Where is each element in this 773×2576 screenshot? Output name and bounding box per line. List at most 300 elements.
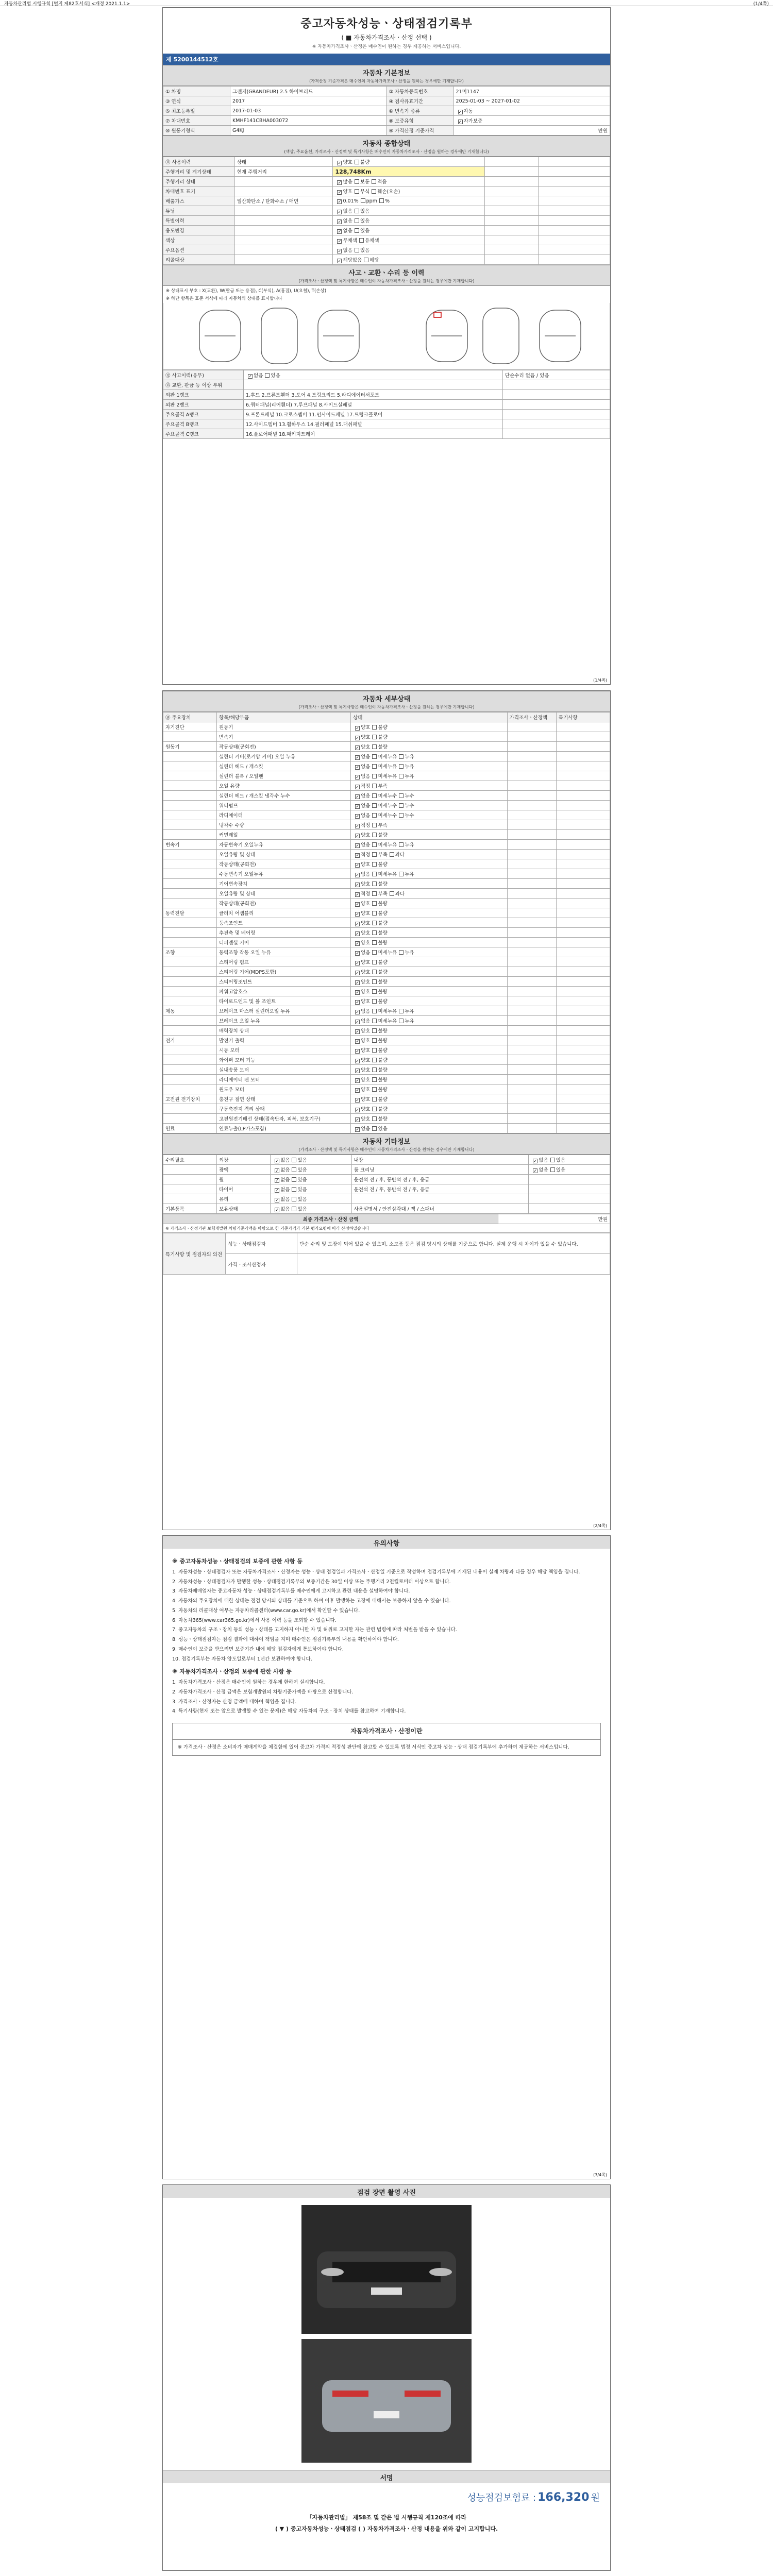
detail-price <box>507 1114 556 1124</box>
detail-row <box>163 1065 610 1075</box>
checkbox <box>292 1187 296 1192</box>
etc-row <box>163 1184 610 1194</box>
detail-row <box>163 1104 610 1114</box>
detail-remark <box>556 1124 610 1133</box>
checkbox <box>379 198 384 203</box>
accident-label: ⑫ 사고이력(유무) <box>163 370 244 380</box>
option-label: 0.01% <box>343 198 359 204</box>
checkbox <box>372 872 377 876</box>
detail-group <box>163 957 217 967</box>
detail-item: 파워고압호스 <box>217 987 351 996</box>
summary-label: ⑪ 사용이력 <box>163 157 235 167</box>
option-label: 양호 <box>361 1087 371 1093</box>
detail-note: (가격조사ㆍ산정액 및 특기사항은 매수인이 자동차가격조사ㆍ산정을 원하는 경우에만 기재합니다) <box>163 704 610 712</box>
option-label: 양호 <box>361 901 371 907</box>
detail-state <box>351 1036 507 1045</box>
detail-state <box>351 752 507 761</box>
detail-group <box>163 771 217 781</box>
summary-value <box>333 216 485 226</box>
detail-price <box>507 1045 556 1055</box>
option-label: 없음 <box>343 228 352 234</box>
checkbox-checked <box>355 1127 360 1132</box>
detail-item: 브레이크 오일 누유 <box>217 1016 351 1026</box>
summary-row <box>163 206 610 216</box>
option-label: 있음 <box>556 1167 566 1173</box>
checkbox <box>372 823 377 827</box>
detail-row <box>163 1006 610 1016</box>
detail-row <box>163 899 610 908</box>
checkbox <box>355 209 359 213</box>
checkbox <box>355 179 359 184</box>
detail-price <box>507 1084 556 1094</box>
detail-remark <box>556 1016 610 1026</box>
summary-label: 특별이력 <box>163 216 235 226</box>
detail-row <box>163 752 610 761</box>
option-label: 양호 <box>343 189 352 195</box>
engine-type: G4KJ <box>230 126 386 135</box>
checkbox <box>399 774 404 778</box>
option-label: 양호 <box>361 1038 371 1044</box>
detail-state <box>351 1006 507 1016</box>
etc-item: 휠 <box>217 1175 271 1184</box>
option-label: 없음 <box>254 373 263 379</box>
detail-remark <box>556 1084 610 1094</box>
page-footer: (3/4쪽) <box>593 2173 607 2177</box>
etc-item: 광택 <box>217 1165 271 1175</box>
form-header-left: 자동차관리법 시행규칙 [별지 제82호서식] <개정 2021.1.1> <box>4 2 130 7</box>
detail-remark <box>556 722 610 732</box>
etc-state <box>271 1194 352 1204</box>
checkbox <box>399 813 404 818</box>
detail-row <box>163 1016 610 1026</box>
etc-state-b <box>529 1175 610 1184</box>
sign-title: 서명 <box>163 2470 610 2483</box>
checkbox <box>399 754 404 759</box>
checkbox-checked <box>355 980 360 985</box>
checkbox <box>390 891 394 896</box>
checkbox <box>372 725 377 730</box>
option-label: 누유 <box>405 842 414 848</box>
special-label: 특기사항 및 점검자의 의견 <box>163 1233 226 1275</box>
checkbox-checked <box>355 1049 360 1054</box>
summary-price <box>485 177 539 187</box>
registration-number: 21머1147 <box>453 87 610 96</box>
detail-group <box>163 791 217 801</box>
accident-extra <box>502 380 610 390</box>
detail-remark <box>556 967 610 977</box>
detail-row <box>163 908 610 918</box>
checkbox-checked <box>355 883 360 887</box>
option-label: 불량 <box>378 940 388 946</box>
etc-group <box>163 1184 217 1194</box>
detail-remark <box>556 1094 610 1104</box>
option-label: 있음 <box>271 373 280 379</box>
detail-remark <box>556 869 610 879</box>
checkbox <box>399 803 404 808</box>
summary-label: 주요옵션 <box>163 245 235 255</box>
detail-item: 디퍼렌셜 기어 <box>217 938 351 947</box>
detail-row <box>163 1084 610 1094</box>
accident-extra <box>502 410 610 419</box>
checkbox <box>372 1048 377 1053</box>
etc-item: 보유상태 <box>217 1204 271 1214</box>
detail-group <box>163 820 217 830</box>
option-label: 누유 <box>405 1009 414 1014</box>
checkbox-checked <box>275 1159 279 1163</box>
option-label: 적정 <box>361 823 371 828</box>
checkbox <box>372 862 377 867</box>
option-label: 양호 <box>361 940 371 946</box>
option-label: 과다 <box>395 852 405 858</box>
detail-price <box>507 722 556 732</box>
price-info-title: 자동차가격조사ㆍ산정이란 <box>173 1723 600 1740</box>
note-item: 2. 자동차성능ㆍ상태점검자가 발행한 성능ㆍ상태점검기록부의 보증기간은 30일 이상 또는 주행거리 2천킬로미터 이상으로 합니다. <box>172 1579 451 1585</box>
checkbox-checked <box>337 180 342 185</box>
special-row <box>163 1233 610 1254</box>
detail-state <box>351 996 507 1006</box>
checkbox <box>372 901 377 906</box>
col-header: 특기사항 <box>556 713 610 722</box>
detail-row <box>163 771 610 781</box>
option-label: 미세누유 <box>378 1009 397 1014</box>
detail-row <box>163 977 610 987</box>
detail-group: 전기 <box>163 1036 217 1045</box>
option-label: 불량 <box>378 1097 388 1103</box>
detail-row <box>163 889 610 899</box>
detail-remark <box>556 1055 610 1065</box>
detail-item: 발전기 출력 <box>217 1036 351 1045</box>
detail-price <box>507 1104 556 1114</box>
option-label: 많음 <box>343 179 352 185</box>
detail-remark <box>556 810 610 820</box>
checkbox <box>372 1107 377 1111</box>
detail-item: 커먼레일 <box>217 830 351 840</box>
detail-group <box>163 869 217 879</box>
inspection-photo-front <box>301 2205 472 2334</box>
final-note: ※ 가격조사ㆍ산정기관 보험개발원 차량기준가액을 바탕으로 한 기준가격과 기본 평가요령에 따라 산정하였습니다 <box>163 1224 610 1233</box>
checkbox-checked <box>355 853 360 858</box>
checkbox <box>399 872 404 876</box>
detail-state <box>351 1104 507 1114</box>
checkbox <box>355 218 359 223</box>
summary-item: 현재 주행거리 <box>234 167 333 177</box>
detail-state <box>351 987 507 996</box>
checkbox <box>372 803 377 808</box>
checkbox-checked <box>275 1198 279 1202</box>
detail-remark <box>556 977 610 987</box>
checkbox <box>372 950 377 955</box>
etc-note: (가격조사ㆍ산정액 및 특기사항은 매수인이 자동차가격조사ㆍ산정을 원하는 경우에만 기재합니다) <box>163 1147 610 1155</box>
summary-value <box>333 255 485 265</box>
detail-state <box>351 1045 507 1055</box>
detail-group <box>163 918 217 928</box>
detail-remark <box>556 947 610 957</box>
option-label: 불량 <box>378 744 388 750</box>
option-label: 불량 <box>378 930 388 936</box>
checkbox <box>399 950 404 955</box>
detail-state <box>351 722 507 732</box>
accident-label: 주요골격 C랭크 <box>163 429 244 439</box>
summary-row <box>163 245 610 255</box>
summary-value <box>333 235 485 245</box>
car-outline-icon <box>163 303 611 369</box>
detail-item: 오일 유량 <box>217 781 351 791</box>
checkbox <box>372 921 377 925</box>
summary-item <box>234 177 333 187</box>
checkbox-checked <box>355 902 360 907</box>
option-label: 부족 <box>378 852 388 858</box>
note-item: 5. 자동차의 리콜대상 여부는 자동차리콜센터(www.car.go.kr)에서 확인할 수 있습니다. <box>172 1607 360 1614</box>
etc-item: 외장 <box>217 1155 271 1165</box>
detail-price <box>507 1065 556 1075</box>
summary-remark <box>539 255 610 265</box>
detail-price <box>507 859 556 869</box>
detail-item: 오일유량 및 상태 <box>217 850 351 859</box>
option-label: 양호 <box>361 1067 371 1073</box>
etc-state <box>271 1165 352 1175</box>
summary-remark <box>539 235 610 245</box>
detail-state <box>351 840 507 850</box>
form-header <box>0 0 773 6</box>
checkbox <box>550 1167 555 1172</box>
etc-row <box>163 1175 610 1184</box>
option-label: 있음 <box>360 218 370 224</box>
detail-item: 배력장치 상태 <box>217 1026 351 1036</box>
summary-row <box>163 157 610 167</box>
detail-group <box>163 889 217 899</box>
option-label: 양호 <box>361 1107 371 1112</box>
option-label: 미세누수 <box>378 803 397 809</box>
summary-item <box>234 206 333 216</box>
option-label: 없음 <box>361 813 371 819</box>
detail-state <box>351 908 507 918</box>
detail-row <box>163 1094 610 1104</box>
accident-row <box>163 429 610 439</box>
checkbox-checked <box>355 990 360 995</box>
checkbox <box>399 1019 404 1023</box>
etc-row <box>163 1204 610 1214</box>
summary-remark <box>539 206 610 216</box>
accident-value: 16.플로어패널 18.패키지트레이 <box>244 429 503 439</box>
field-label: ④ 검사유효기간 <box>386 96 453 106</box>
summary-value <box>333 157 485 167</box>
etc-group: 수리필요 <box>163 1155 217 1165</box>
detail-remark <box>556 761 610 771</box>
checkbox <box>372 793 377 798</box>
etc-title: 자동차 기타정보 <box>163 1133 610 1147</box>
detail-price <box>507 918 556 928</box>
note-item: 6. 자동차365(www.car365.go.kr)에서 사용 이력 등을 조회할 수 있습니다. <box>172 1617 337 1623</box>
option-label: 불량 <box>378 1038 388 1044</box>
checkbox-checked <box>355 863 360 868</box>
etc-row <box>163 1155 610 1165</box>
accident-value: 1.후드 2.프론트휀더 3.도어 4.트렁크리드 5.라디에이터서포트 <box>244 390 503 400</box>
detail-state <box>351 869 507 879</box>
checkbox-checked <box>533 1159 537 1163</box>
checkbox-checked <box>355 1039 360 1044</box>
option-label: 불량 <box>378 735 388 740</box>
note-item: 7. 중고자동차의 구조ㆍ장치 등의 성능ㆍ상태를 고지하지 아니한 자 및 허위로 고지한 자는 관련 법령에 따라 처벌을 받을 수 있습니다. <box>172 1627 457 1633</box>
detail-price <box>507 947 556 957</box>
insurance-fee <box>163 2483 610 2511</box>
accident-value <box>244 380 503 390</box>
detail-item: 시동 모터 <box>217 1045 351 1055</box>
note-item: 9. 매수인이 보증을 받으려면 보증기간 내에 해당 점검자에게 통보하여야 합니다. <box>172 1646 344 1652</box>
transmission <box>453 106 610 116</box>
checkbox-checked <box>355 1010 360 1014</box>
accident-value: 9.프론트패널 10.크로스멤버 11.인사이드패널 17.트렁크플로어 <box>244 410 503 419</box>
accident-row <box>163 370 610 380</box>
option-label: 양호 <box>361 911 371 917</box>
checkbox <box>372 852 377 857</box>
detail-item: 실내송풍 모터 <box>217 1065 351 1075</box>
detail-item: 구동축전지 격리 상태 <box>217 1104 351 1114</box>
checkbox-checked <box>355 736 360 740</box>
detail-state <box>351 859 507 869</box>
option-label: 적정 <box>361 891 371 897</box>
checkbox-checked <box>355 892 360 897</box>
summary-price <box>485 226 539 235</box>
accident-row <box>163 380 610 390</box>
car-diagram <box>163 303 610 370</box>
col-header: ⑭ 주요장치 <box>163 713 217 722</box>
detail-price <box>507 1016 556 1026</box>
detail-price <box>507 781 556 791</box>
detail-state <box>351 1084 507 1094</box>
option-label: 불량 <box>378 833 388 838</box>
option-label: 양호 <box>361 1058 371 1063</box>
accident-value: 6.쿼터패널(리어휀더) 7.루프패널 8.사이드실패널 <box>244 400 503 410</box>
detail-group: 고전원 전기장치 <box>163 1094 217 1104</box>
checkbox-checked <box>355 726 360 731</box>
option-label: 없음 <box>280 1158 290 1163</box>
detail-remark <box>556 957 610 967</box>
checkbox-checked <box>355 961 360 965</box>
checkbox <box>359 238 364 243</box>
price-info-box <box>172 1723 601 1756</box>
detail-group <box>163 1114 217 1124</box>
detail-remark <box>556 830 610 840</box>
detail-group <box>163 967 217 977</box>
option-label: % <box>384 198 390 204</box>
option-label: 과다 <box>395 891 405 897</box>
detail-item: 라디에이터 <box>217 810 351 820</box>
detail-group <box>163 859 217 869</box>
detail-row <box>163 732 610 742</box>
option-label: 양호 <box>361 970 371 975</box>
option-label: 없음 <box>280 1197 290 1202</box>
page-3 <box>162 1535 611 2179</box>
option-label: 양호 <box>361 930 371 936</box>
detail-group <box>163 977 217 987</box>
checkbox <box>265 373 270 378</box>
option-label: 불량 <box>378 979 388 985</box>
detail-price <box>507 1036 556 1045</box>
option-label: 양호 <box>361 921 371 926</box>
detail-remark <box>556 781 610 791</box>
warranty-value: 자가보증 <box>463 118 483 124</box>
detail-state <box>351 1016 507 1026</box>
option-label: 누수 <box>405 803 414 809</box>
option-label: 양호 <box>361 744 371 750</box>
detail-price <box>507 801 556 810</box>
checkbox-checked <box>355 873 360 877</box>
detail-price <box>507 957 556 967</box>
summary-row <box>163 255 610 265</box>
etc-group <box>163 1165 217 1175</box>
detail-state <box>351 918 507 928</box>
option-label: 불량 <box>378 989 388 995</box>
detail-group <box>163 810 217 820</box>
detail-remark <box>556 1036 610 1045</box>
detail-price <box>507 752 556 761</box>
detail-row <box>163 987 610 996</box>
summary-row <box>163 235 610 245</box>
detail-group: 원동기 <box>163 742 217 752</box>
detail-group <box>163 801 217 810</box>
option-label: 불량 <box>378 999 388 1005</box>
checkbox <box>372 940 377 945</box>
final-value: 만원 <box>498 1214 610 1224</box>
detail-group <box>163 987 217 996</box>
detail-state <box>351 810 507 820</box>
note-item: 2. 자동차가격조사ㆍ산정 금액은 보험개발원의 차량기준가액을 바탕으로 산정합니다. <box>172 1689 354 1695</box>
detail-state <box>351 771 507 781</box>
option-label: 불량 <box>378 1058 388 1063</box>
option-label: 있음 <box>556 1158 566 1163</box>
checkbox <box>372 784 377 788</box>
option-label: 있음 <box>297 1197 307 1202</box>
option-label: 불량 <box>360 160 370 165</box>
checkbox <box>372 1126 377 1131</box>
detail-price <box>507 967 556 977</box>
checkbox-checked <box>355 1020 360 1024</box>
detail-state <box>351 1075 507 1084</box>
notice-line-2: ( ▼ ) 중고자동차성능ㆍ상태점검 ( ) 자동차가격조사ㆍ산정 내용을 위와 같이 고지합니다. <box>275 2526 498 2532</box>
accident-legend-2: ※ 하단 항목은 표준 서식에 따라 자동차의 상태를 표시합니다 <box>166 296 282 301</box>
detail-group <box>163 996 217 1006</box>
col-header: 항목/해당부품 <box>217 713 351 722</box>
field-label: ⑧ 보증유형 <box>386 116 453 126</box>
field-label: ⑥ 변속기 종류 <box>386 106 453 116</box>
option-label: 부족 <box>378 891 388 897</box>
insurance-fee-label: 성능점검보험료 : <box>467 2493 536 2503</box>
option-label: 적정 <box>361 784 371 789</box>
summary-label: 주행거리 상태 <box>163 177 235 187</box>
detail-item: 스티어링 기어(MDPS포함) <box>217 967 351 977</box>
option-label: 불량 <box>378 1048 388 1054</box>
option-label: 미세누수 <box>378 793 397 799</box>
note-item: 1. 자동차가격조사ㆍ산정은 매수인이 원하는 경우에 한하여 실시합니다. <box>172 1680 325 1686</box>
detail-state <box>351 801 507 810</box>
accident-title: 사고ㆍ교환ㆍ수리 등 이력 <box>163 265 610 278</box>
checkbox <box>372 842 377 847</box>
summary-value <box>333 187 485 196</box>
note-item: 3. 자동차매매업자는 중고자동차 성능ㆍ상태점검기록부를 매수인에게 고지하고 관련 내용을 설명하여야 합니다. <box>172 1588 410 1595</box>
detail-row <box>163 1055 610 1065</box>
option-label: 있음 <box>297 1187 307 1193</box>
checkbox-checked <box>275 1208 279 1212</box>
checkbox-checked <box>458 120 463 124</box>
summary-row <box>163 177 610 187</box>
option-label: 양호 <box>361 833 371 838</box>
detail-item: 작동상태(공회전) <box>217 742 351 752</box>
option-label: 보통 <box>360 179 370 185</box>
detail-price <box>507 879 556 889</box>
detail-row <box>163 1036 610 1045</box>
summary-remark <box>539 245 610 255</box>
accident-legend: ※ 상태표시 부호 : X(교환), W(판금 또는 용접), C(부식), A(흠집), U(요철), T(손상) <box>166 289 327 294</box>
